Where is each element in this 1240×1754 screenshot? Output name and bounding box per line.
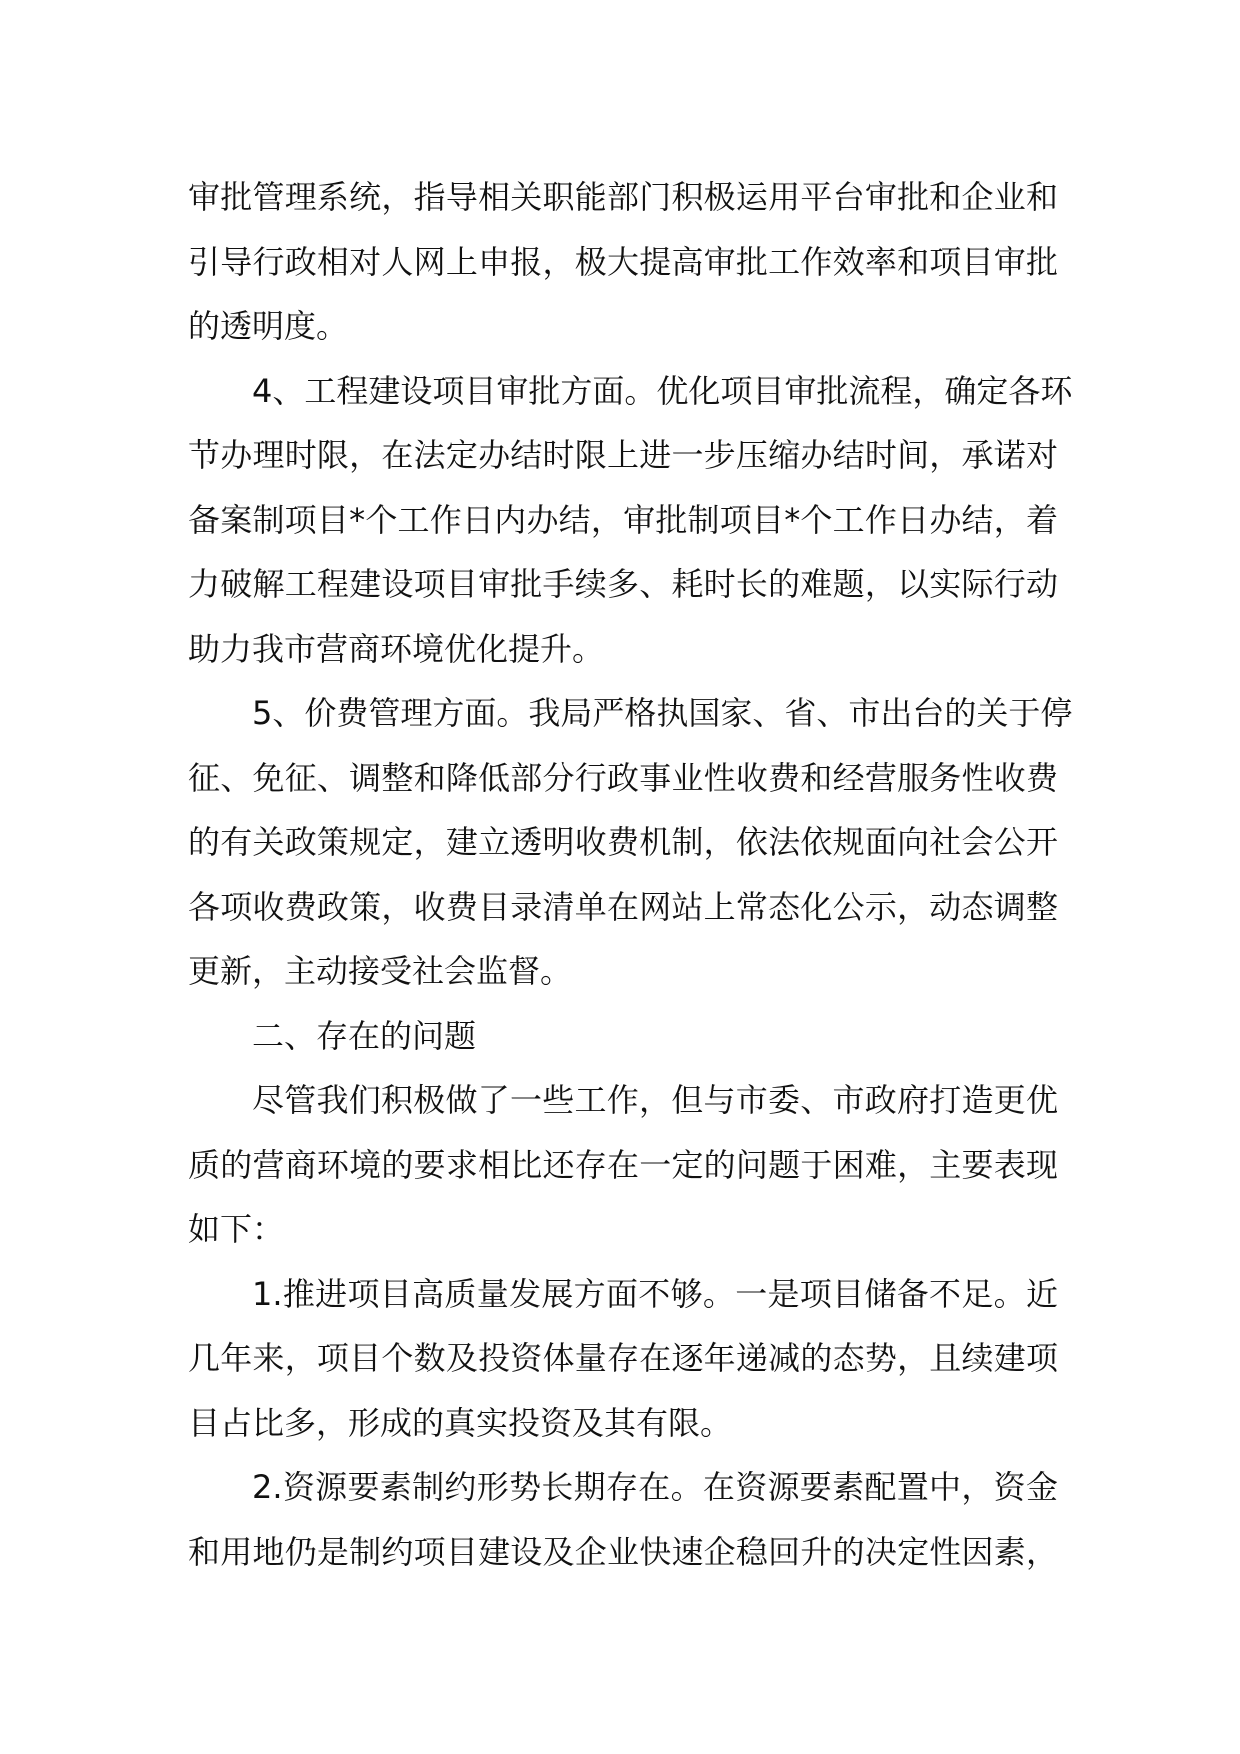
paragraph-line: 2.资源要素制约形势长期存在。在资源要素配置中，资金 <box>252 1468 1058 1506</box>
paragraph-line: 备案制项目*个工作日内办结，审批制项目*个工作日办结，着 <box>188 500 1058 539</box>
paragraph-line: 的透明度。 <box>188 307 349 345</box>
paragraph-line: 各项收费政策，收费目录清单在网站上常态化公示，动态调整 <box>188 887 1058 926</box>
paragraph-line: 和用地仍是制约项目建设及企业快速企稳回升的决定性因素， <box>188 1532 1058 1571</box>
paragraph-line: 尽管我们积极做了一些工作，但与市委、市政府打造更优 <box>252 1081 1058 1119</box>
paragraph-line: 质的营商环境的要求相比还存在一定的问题于困难，主要表现 <box>188 1145 1058 1184</box>
paragraph-line: 节办理时限，在法定办结时限上进一步压缩办结时间，承诺对 <box>188 436 1058 474</box>
paragraph-line: 引导行政相对人网上申报，极大提高审批工作效率和项目审批 <box>188 242 1058 281</box>
paragraph-line: 目占比多，形成的真实投资及其有限。 <box>188 1403 733 1442</box>
paragraph-line: 几年来，项目个数及投资体量存在逐年递减的态势，且续建项 <box>188 1339 1058 1377</box>
paragraph-line: 5、价费管理方面。我局严格执国家、省、市出台的关于停 <box>252 694 1073 732</box>
paragraph-line: 征、免征、调整和降低部分行政事业性收费和经营服务性收费 <box>188 758 1058 797</box>
paragraph-line: 如下： <box>188 1210 285 1248</box>
paragraph-line: 更新，主动接受社会监督。 <box>188 952 573 990</box>
paragraph-line: 1.推进项目高质量发展方面不够。一是项目储备不足。近 <box>252 1274 1058 1313</box>
paragraph-line: 审批管理系统，指导相关职能部门积极运用平台审批和企业和 <box>188 178 1058 216</box>
paragraph-line: 的有关政策规定，建立透明收费机制，依法依规面向社会公开 <box>188 823 1058 861</box>
paragraph-line: 助力我市营商环境优化提升。 <box>188 629 605 668</box>
paragraph-line: 4、工程建设项目审批方面。优化项目审批流程，确定各环 <box>252 371 1073 410</box>
section-heading: 二、存在的问题 <box>252 1016 477 1055</box>
document-body <box>188 165 1073 1584</box>
paragraph-line: 力破解工程建设项目审批手续多、耗时长的难题，以实际行动 <box>188 565 1058 603</box>
